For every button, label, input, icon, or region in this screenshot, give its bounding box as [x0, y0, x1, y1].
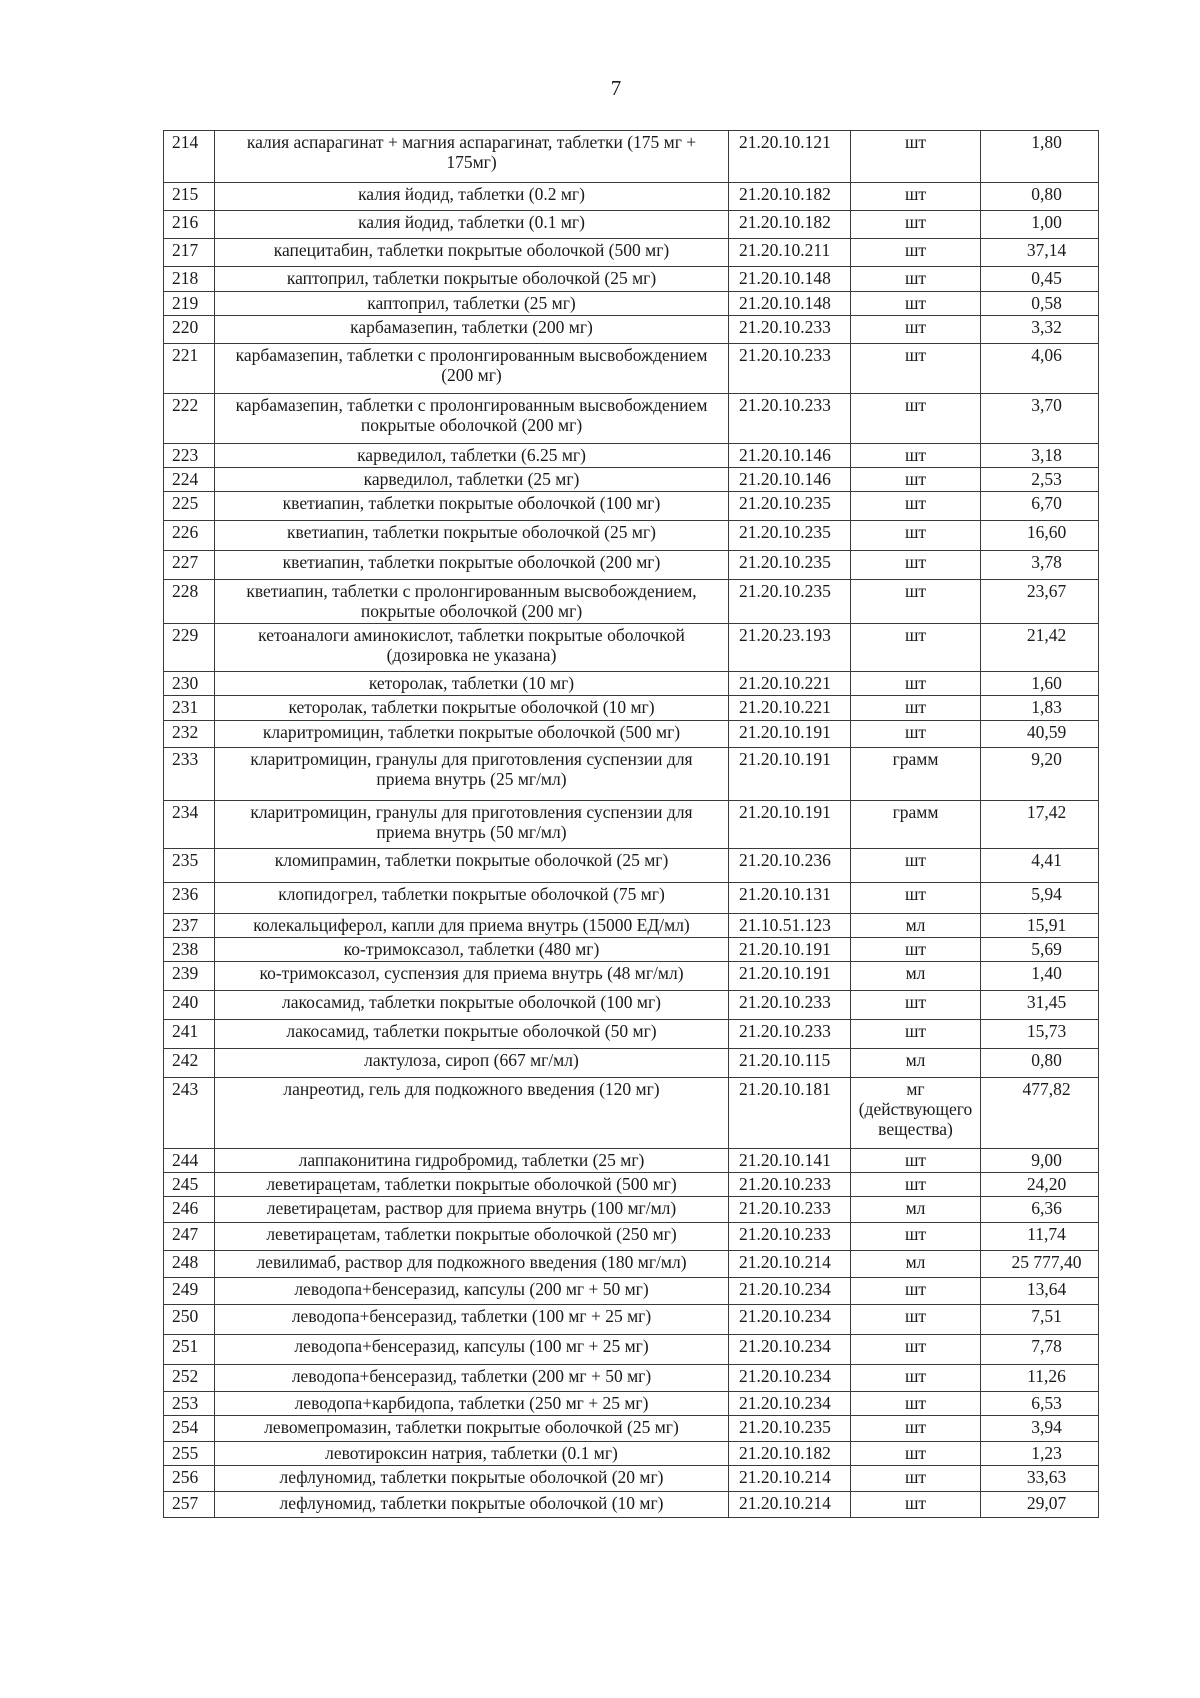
- unit-price: 4,06: [981, 344, 1099, 394]
- unit-of-measure: шт: [851, 1466, 981, 1492]
- row-number: 220: [164, 316, 215, 344]
- okpd-code: 21.20.10.235: [729, 580, 851, 624]
- drug-name: леводопа+бенсеразид, таблетки (200 мг + 50 мг): [215, 1365, 729, 1392]
- unit-price: 11,74: [981, 1223, 1099, 1251]
- row-number: 233: [164, 748, 215, 801]
- okpd-code: 21.20.10.146: [729, 444, 851, 468]
- unit-of-measure: шт: [851, 991, 981, 1020]
- okpd-code: 21.20.10.214: [729, 1492, 851, 1518]
- row-number: 244: [164, 1149, 215, 1173]
- drug-name: карбамазепин, таблетки с пролонгированным высвобождением (200 мг): [215, 344, 729, 394]
- row-number: 256: [164, 1466, 215, 1492]
- unit-of-measure: шт: [851, 938, 981, 962]
- okpd-code: 21.20.10.233: [729, 991, 851, 1020]
- table-row: [164, 1392, 1099, 1416]
- table-row: [164, 492, 1099, 521]
- drug-name: леветирацетам, раствор для приема внутрь (100 мг/мл): [215, 1197, 729, 1223]
- unit-price: 15,91: [981, 914, 1099, 938]
- drug-name: кветиапин, таблетки с пролонгированным высвобождением, покрытые оболочкой (200 мг): [215, 580, 729, 624]
- table-row: [164, 672, 1099, 696]
- row-number: 243: [164, 1078, 215, 1149]
- unit-of-measure: шт: [851, 696, 981, 721]
- unit-price: 15,73: [981, 1020, 1099, 1049]
- row-number: 246: [164, 1197, 215, 1223]
- unit-price: 17,42: [981, 801, 1099, 849]
- drug-name: кетоаналоги аминокислот, таблетки покрытые оболочкой (дозировка не указана): [215, 624, 729, 672]
- okpd-code: 21.20.10.236: [729, 849, 851, 883]
- drug-name: калия йодид, таблетки (0.2 мг): [215, 183, 729, 211]
- drug-name: капецитабин, таблетки покрытые оболочкой (500 мг): [215, 239, 729, 267]
- unit-price: 11,26: [981, 1365, 1099, 1392]
- unit-of-measure: шт: [851, 580, 981, 624]
- okpd-code: 21.20.10.121: [729, 131, 851, 183]
- unit-of-measure: шт: [851, 551, 981, 580]
- okpd-code: 21.20.10.233: [729, 1020, 851, 1049]
- unit-of-measure: шт: [851, 883, 981, 914]
- unit-price: 5,94: [981, 883, 1099, 914]
- unit-price: 6,70: [981, 492, 1099, 521]
- okpd-code: 21.20.10.235: [729, 521, 851, 551]
- unit-of-measure: шт: [851, 131, 981, 183]
- table-row: [164, 1442, 1099, 1466]
- unit-price: 0,58: [981, 292, 1099, 316]
- table-row: [164, 962, 1099, 991]
- drug-name: калия йодид, таблетки (0.1 мг): [215, 211, 729, 239]
- okpd-code: 21.20.10.191: [729, 938, 851, 962]
- okpd-code: 21.20.10.233: [729, 316, 851, 344]
- table-row: [164, 914, 1099, 938]
- row-number: 252: [164, 1365, 215, 1392]
- table-row: [164, 1251, 1099, 1278]
- okpd-code: 21.20.10.234: [729, 1278, 851, 1305]
- okpd-code: 21.20.10.182: [729, 211, 851, 239]
- row-number: 219: [164, 292, 215, 316]
- table-row: [164, 444, 1099, 468]
- table-row: [164, 624, 1099, 672]
- drug-name: лаппаконитина гидробромид, таблетки (25 мг): [215, 1149, 729, 1173]
- table-row: [164, 938, 1099, 962]
- unit-price: 3,32: [981, 316, 1099, 344]
- row-number: 237: [164, 914, 215, 938]
- row-number: 214: [164, 131, 215, 183]
- row-number: 216: [164, 211, 215, 239]
- drug-name: леветирацетам, таблетки покрытые оболочкой (250 мг): [215, 1223, 729, 1251]
- unit-price: 3,78: [981, 551, 1099, 580]
- row-number: 236: [164, 883, 215, 914]
- okpd-code: 21.20.10.148: [729, 292, 851, 316]
- drug-name: леветирацетам, таблетки покрытые оболочкой (500 мг): [215, 1173, 729, 1197]
- drug-name: калия аспарагинат + магния аспарагинат, таблетки (175 мг + 175мг): [215, 131, 729, 183]
- unit-of-measure: шт: [851, 1335, 981, 1365]
- unit-of-measure: шт: [851, 267, 981, 292]
- unit-of-measure: шт: [851, 1392, 981, 1416]
- drug-name: кеторолак, таблетки покрытые оболочкой (10 мг): [215, 696, 729, 721]
- okpd-code: 21.20.10.191: [729, 721, 851, 748]
- row-number: 235: [164, 849, 215, 883]
- table-row: [164, 521, 1099, 551]
- row-number: 221: [164, 344, 215, 394]
- drug-name: лефлуномид, таблетки покрытые оболочкой (20 мг): [215, 1466, 729, 1492]
- unit-price: 16,60: [981, 521, 1099, 551]
- okpd-code: 21.20.10.141: [729, 1149, 851, 1173]
- drug-name: кломипрамин, таблетки покрытые оболочкой (25 мг): [215, 849, 729, 883]
- okpd-code: 21.20.10.234: [729, 1335, 851, 1365]
- okpd-code: 21.20.10.234: [729, 1365, 851, 1392]
- okpd-code: 21.20.10.221: [729, 696, 851, 721]
- row-number: 215: [164, 183, 215, 211]
- unit-price: 9,00: [981, 1149, 1099, 1173]
- okpd-code: 21.20.10.214: [729, 1251, 851, 1278]
- drug-name: колекальциферол, капли для приема внутрь (15000 ЕД/мл): [215, 914, 729, 938]
- table-row: [164, 344, 1099, 394]
- unit-of-measure: шт: [851, 1442, 981, 1466]
- okpd-code: 21.20.10.235: [729, 492, 851, 521]
- unit-price: 25 777,40: [981, 1251, 1099, 1278]
- row-number: 230: [164, 672, 215, 696]
- table-row: [164, 551, 1099, 580]
- okpd-code: 21.20.10.191: [729, 801, 851, 849]
- drug-name: карведилол, таблетки (25 мг): [215, 468, 729, 492]
- unit-price: 1,40: [981, 962, 1099, 991]
- drug-name: ланреотид, гель для подкожного введения (120 мг): [215, 1078, 729, 1149]
- drug-name: лакосамид, таблетки покрытые оболочкой (50 мг): [215, 1020, 729, 1049]
- unit-of-measure: грамм: [851, 801, 981, 849]
- drug-name: карбамазепин, таблетки (200 мг): [215, 316, 729, 344]
- unit-price: 5,69: [981, 938, 1099, 962]
- table-row: [164, 748, 1099, 801]
- unit-price: 33,63: [981, 1466, 1099, 1492]
- unit-of-measure: шт: [851, 468, 981, 492]
- unit-price: 0,80: [981, 183, 1099, 211]
- table-row: [164, 1466, 1099, 1492]
- table-row: [164, 183, 1099, 211]
- unit-of-measure: грамм: [851, 748, 981, 801]
- row-number: 228: [164, 580, 215, 624]
- table-row: [164, 1492, 1099, 1518]
- drug-name: лефлуномид, таблетки покрытые оболочкой (10 мг): [215, 1492, 729, 1518]
- row-number: 257: [164, 1492, 215, 1518]
- unit-of-measure: шт: [851, 1305, 981, 1335]
- drug-name: ко-тримоксазол, таблетки (480 мг): [215, 938, 729, 962]
- unit-of-measure: мл: [851, 1251, 981, 1278]
- table-row: [164, 468, 1099, 492]
- unit-of-measure: шт: [851, 521, 981, 551]
- drug-name: левотироксин натрия, таблетки (0.1 мг): [215, 1442, 729, 1466]
- unit-of-measure: шт: [851, 1492, 981, 1518]
- row-number: 248: [164, 1251, 215, 1278]
- row-number: 238: [164, 938, 215, 962]
- row-number: 234: [164, 801, 215, 849]
- table-row: [164, 801, 1099, 849]
- okpd-code: 21.20.10.115: [729, 1049, 851, 1078]
- okpd-code: 21.20.10.234: [729, 1305, 851, 1335]
- drug-name: карбамазепин, таблетки с пролонгированным высвобождением покрытые оболочкой (200 мг): [215, 394, 729, 444]
- table-row: [164, 1049, 1099, 1078]
- okpd-code: 21.20.10.131: [729, 883, 851, 914]
- unit-price: 7,78: [981, 1335, 1099, 1365]
- table-row: [164, 316, 1099, 344]
- okpd-code: 21.20.10.235: [729, 1416, 851, 1442]
- unit-of-measure: шт: [851, 394, 981, 444]
- table-row: [164, 1223, 1099, 1251]
- okpd-code: 21.20.10.148: [729, 267, 851, 292]
- drug-name: лакосамид, таблетки покрытые оболочкой (100 мг): [215, 991, 729, 1020]
- okpd-code: 21.20.10.214: [729, 1466, 851, 1492]
- drug-name: леводопа+бенсеразид, таблетки (100 мг + 25 мг): [215, 1305, 729, 1335]
- okpd-code: 21.20.10.182: [729, 183, 851, 211]
- unit-price: 0,45: [981, 267, 1099, 292]
- price-table: [163, 130, 1099, 1518]
- okpd-code: 21.20.10.233: [729, 344, 851, 394]
- unit-price: 23,67: [981, 580, 1099, 624]
- okpd-code: 21.20.10.235: [729, 551, 851, 580]
- drug-name: кларитромицин, гранулы для приготовления суспензии для приема внутрь (25 мг/мл): [215, 748, 729, 801]
- unit-price: 29,07: [981, 1492, 1099, 1518]
- okpd-code: 21.20.10.182: [729, 1442, 851, 1466]
- unit-of-measure: шт: [851, 292, 981, 316]
- table-row: [164, 394, 1099, 444]
- row-number: 240: [164, 991, 215, 1020]
- okpd-code: 21.20.10.233: [729, 394, 851, 444]
- unit-price: 7,51: [981, 1305, 1099, 1335]
- unit-price: 1,60: [981, 672, 1099, 696]
- table-row: [164, 1173, 1099, 1197]
- row-number: 223: [164, 444, 215, 468]
- row-number: 227: [164, 551, 215, 580]
- unit-of-measure: шт: [851, 1149, 981, 1173]
- unit-price: 0,80: [981, 1049, 1099, 1078]
- drug-name: кветиапин, таблетки покрытые оболочкой (200 мг): [215, 551, 729, 580]
- unit-of-measure: шт: [851, 183, 981, 211]
- unit-price: 4,41: [981, 849, 1099, 883]
- drug-name: левилимаб, раствор для подкожного введения (180 мг/мл): [215, 1251, 729, 1278]
- drug-name: каптоприл, таблетки покрытые оболочкой (25 мг): [215, 267, 729, 292]
- unit-of-measure: шт: [851, 624, 981, 672]
- unit-price: 24,20: [981, 1173, 1099, 1197]
- row-number: 250: [164, 1305, 215, 1335]
- unit-price: 31,45: [981, 991, 1099, 1020]
- unit-price: 40,59: [981, 721, 1099, 748]
- unit-of-measure: мл: [851, 1049, 981, 1078]
- table-row: [164, 211, 1099, 239]
- unit-of-measure: мл: [851, 1197, 981, 1223]
- drug-name: левомепромазин, таблетки покрытые оболочкой (25 мг): [215, 1416, 729, 1442]
- table-row: [164, 1365, 1099, 1392]
- unit-of-measure: шт: [851, 1278, 981, 1305]
- unit-of-measure: шт: [851, 211, 981, 239]
- okpd-code: 21.20.10.221: [729, 672, 851, 696]
- table-body: [164, 131, 1099, 1518]
- row-number: 217: [164, 239, 215, 267]
- row-number: 242: [164, 1049, 215, 1078]
- okpd-code: 21.20.10.191: [729, 962, 851, 991]
- unit-of-measure: шт: [851, 1173, 981, 1197]
- unit-of-measure: мг (действующего вещества): [851, 1078, 981, 1149]
- table-row: [164, 267, 1099, 292]
- drug-name: кветиапин, таблетки покрытые оболочкой (25 мг): [215, 521, 729, 551]
- unit-price: 477,82: [981, 1078, 1099, 1149]
- okpd-code: 21.20.10.146: [729, 468, 851, 492]
- table-row: [164, 1020, 1099, 1049]
- table-row: [164, 721, 1099, 748]
- drug-name: кларитромицин, таблетки покрытые оболочкой (500 мг): [215, 721, 729, 748]
- drug-name: кветиапин, таблетки покрытые оболочкой (100 мг): [215, 492, 729, 521]
- unit-price: 1,80: [981, 131, 1099, 183]
- drug-name: каптоприл, таблетки (25 мг): [215, 292, 729, 316]
- unit-price: 2,53: [981, 468, 1099, 492]
- unit-price: 9,20: [981, 748, 1099, 801]
- row-number: 241: [164, 1020, 215, 1049]
- unit-of-measure: шт: [851, 672, 981, 696]
- drug-name: ко-тримоксазол, суспензия для приема внутрь (48 мг/мл): [215, 962, 729, 991]
- table-row: [164, 1149, 1099, 1173]
- unit-of-measure: шт: [851, 721, 981, 748]
- unit-price: 37,14: [981, 239, 1099, 267]
- table-row: [164, 883, 1099, 914]
- row-number: 253: [164, 1392, 215, 1416]
- drug-name: карведилол, таблетки (6.25 мг): [215, 444, 729, 468]
- okpd-code: 21.20.10.233: [729, 1197, 851, 1223]
- unit-of-measure: шт: [851, 1416, 981, 1442]
- table-row: [164, 1078, 1099, 1149]
- table-row: [164, 239, 1099, 267]
- row-number: 231: [164, 696, 215, 721]
- unit-price: 6,53: [981, 1392, 1099, 1416]
- unit-of-measure: мл: [851, 962, 981, 991]
- unit-of-measure: шт: [851, 849, 981, 883]
- table-row: [164, 1305, 1099, 1335]
- row-number: 232: [164, 721, 215, 748]
- unit-price: 1,23: [981, 1442, 1099, 1466]
- okpd-code: 21.20.10.233: [729, 1223, 851, 1251]
- unit-of-measure: шт: [851, 316, 981, 344]
- row-number: 224: [164, 468, 215, 492]
- unit-price: 3,70: [981, 394, 1099, 444]
- table-row: [164, 849, 1099, 883]
- row-number: 222: [164, 394, 215, 444]
- row-number: 249: [164, 1278, 215, 1305]
- drug-name: кеторолак, таблетки (10 мг): [215, 672, 729, 696]
- table-row: [164, 696, 1099, 721]
- unit-of-measure: шт: [851, 492, 981, 521]
- okpd-code: 21.20.10.181: [729, 1078, 851, 1149]
- unit-price: 3,94: [981, 1416, 1099, 1442]
- drug-name: клопидогрел, таблетки покрытые оболочкой (75 мг): [215, 883, 729, 914]
- row-number: 251: [164, 1335, 215, 1365]
- table-row: [164, 1197, 1099, 1223]
- table-row: [164, 991, 1099, 1020]
- drug-name: леводопа+бенсеразид, капсулы (100 мг + 25 мг): [215, 1335, 729, 1365]
- unit-price: 1,83: [981, 696, 1099, 721]
- unit-of-measure: шт: [851, 1365, 981, 1392]
- table-row: [164, 580, 1099, 624]
- okpd-code: 21.20.23.193: [729, 624, 851, 672]
- row-number: 225: [164, 492, 215, 521]
- drug-name: кларитромицин, гранулы для приготовления суспензии для приема внутрь (50 мг/мл): [215, 801, 729, 849]
- row-number: 229: [164, 624, 215, 672]
- row-number: 255: [164, 1442, 215, 1466]
- okpd-code: 21.20.10.191: [729, 748, 851, 801]
- unit-price: 6,36: [981, 1197, 1099, 1223]
- table-row: [164, 1335, 1099, 1365]
- table-row: [164, 131, 1099, 183]
- unit-of-measure: шт: [851, 444, 981, 468]
- unit-of-measure: шт: [851, 1223, 981, 1251]
- unit-of-measure: шт: [851, 1020, 981, 1049]
- row-number: 254: [164, 1416, 215, 1442]
- okpd-code: 21.10.51.123: [729, 914, 851, 938]
- table-row: [164, 292, 1099, 316]
- drug-name: лактулоза, сироп (667 мг/мл): [215, 1049, 729, 1078]
- unit-price: 3,18: [981, 444, 1099, 468]
- row-number: 218: [164, 267, 215, 292]
- table-row: [164, 1416, 1099, 1442]
- unit-of-measure: мл: [851, 914, 981, 938]
- unit-price: 21,42: [981, 624, 1099, 672]
- row-number: 245: [164, 1173, 215, 1197]
- row-number: 247: [164, 1223, 215, 1251]
- drug-name: леводопа+бенсеразид, капсулы (200 мг + 50 мг): [215, 1278, 729, 1305]
- unit-of-measure: шт: [851, 239, 981, 267]
- page-number: 7: [610, 76, 622, 100]
- unit-price: 1,00: [981, 211, 1099, 239]
- unit-of-measure: шт: [851, 344, 981, 394]
- okpd-code: 21.20.10.211: [729, 239, 851, 267]
- okpd-code: 21.20.10.233: [729, 1173, 851, 1197]
- drug-name: леводопа+карбидопа, таблетки (250 мг + 25 мг): [215, 1392, 729, 1416]
- okpd-code: 21.20.10.234: [729, 1392, 851, 1416]
- row-number: 239: [164, 962, 215, 991]
- table-row: [164, 1278, 1099, 1305]
- row-number: 226: [164, 521, 215, 551]
- unit-price: 13,64: [981, 1278, 1099, 1305]
